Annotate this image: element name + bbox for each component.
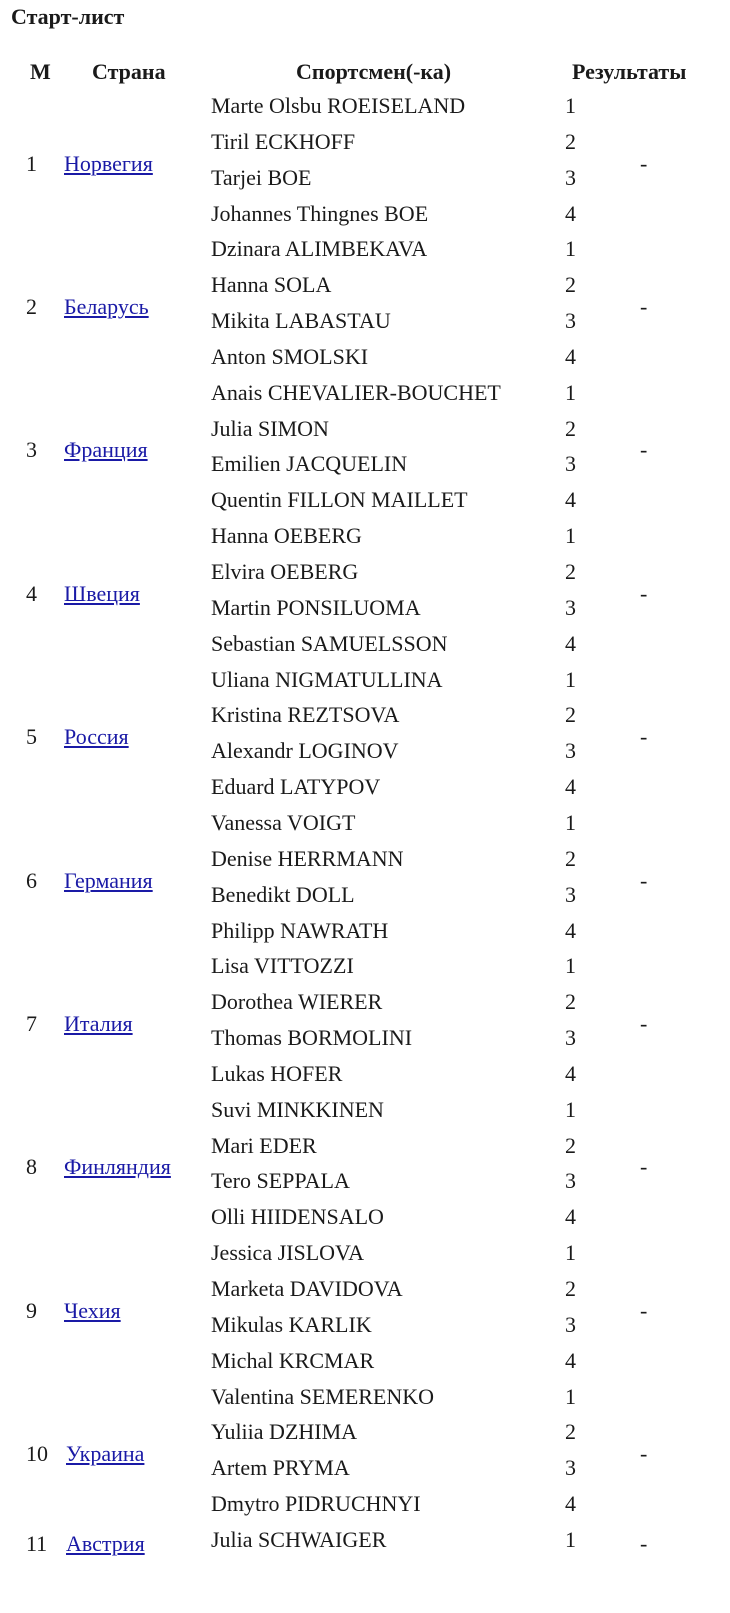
athlete-leg: 3: [565, 1168, 576, 1194]
athlete-leg: 4: [565, 630, 576, 656]
team-result: -: [640, 150, 648, 176]
athlete-leg: 1: [565, 1527, 576, 1552]
country-link[interactable]: Россия: [64, 724, 129, 750]
athlete-leg: 2: [565, 415, 576, 441]
team-result: -: [640, 1154, 648, 1180]
team-group: [0, 1240, 730, 1383]
team-result: -: [640, 867, 648, 893]
header-athlete: Спортсмен(-ка): [296, 59, 452, 84]
athlete-name: Denise HERRMANN: [211, 845, 404, 871]
athlete-name: Hanna OEBERG: [211, 523, 362, 549]
team-result: -: [640, 1011, 648, 1037]
athlete-name: Emilien JACQUELIN: [211, 451, 408, 477]
country-link[interactable]: Чехия: [64, 1297, 121, 1323]
athlete-leg: 4: [565, 774, 576, 800]
athlete-name: Yuliia DZHIMA: [211, 1419, 358, 1445]
athlete-name: Kristina REZTSOVA: [211, 702, 400, 728]
athlete-name: Suvi MINKKINEN: [211, 1096, 384, 1122]
team-result: -: [640, 1297, 648, 1323]
athlete-leg: 2: [565, 1276, 576, 1302]
athlete-leg: 1: [565, 1240, 576, 1266]
athlete-name: Artem PRYMA: [211, 1455, 350, 1481]
athlete-leg: 4: [565, 917, 576, 943]
country-link[interactable]: Германия: [64, 867, 153, 893]
team-result: -: [640, 1530, 648, 1556]
athlete-leg: 1: [565, 666, 576, 692]
team-place: 4: [26, 580, 37, 606]
athlete-name: Michal KRCMAR: [211, 1347, 375, 1373]
athlete-leg: 4: [565, 1491, 576, 1517]
athlete-name: Anais CHEVALIER-BOUCHET: [211, 379, 501, 405]
team-place: 5: [26, 724, 37, 750]
team-group: [0, 667, 730, 810]
team-result: -: [640, 580, 648, 606]
athlete-name: Lukas HOFER: [211, 1060, 343, 1086]
team-group: [0, 93, 730, 236]
team-group: [0, 810, 730, 953]
team-place: 10: [26, 1441, 48, 1467]
athlete-leg: 4: [565, 1347, 576, 1373]
athlete-leg: 1: [565, 523, 576, 549]
athlete-name: Dzinara ALIMBEKAVA: [211, 236, 428, 262]
team-group: [0, 380, 730, 523]
athlete-name: Mari EDER: [211, 1132, 317, 1158]
athlete-leg: 1: [565, 1383, 576, 1409]
athlete-name: Julia SIMON: [211, 415, 329, 441]
athlete-leg: 3: [565, 451, 576, 477]
athlete-leg: 2: [565, 845, 576, 871]
athlete-name: Hanna SOLA: [211, 272, 332, 298]
athlete-name: Uliana NIGMATULLINA: [211, 666, 443, 692]
country-link[interactable]: Беларусь: [64, 294, 149, 320]
athlete-leg: 3: [565, 738, 576, 764]
athlete-name: Alexandr LOGINOV: [211, 738, 399, 764]
team-place: 1: [26, 150, 37, 176]
athlete-leg: 3: [565, 164, 576, 190]
team-result: -: [640, 724, 648, 750]
athlete-leg: 4: [565, 1204, 576, 1230]
header-country: Страна: [92, 59, 166, 84]
athlete-leg: 1: [565, 953, 576, 979]
athlete-name: Quentin FILLON MAILLET: [211, 487, 468, 513]
team-group: [0, 1384, 730, 1527]
athlete-leg: 3: [565, 594, 576, 620]
country-link[interactable]: Франция: [64, 437, 148, 463]
header-results: Результаты: [572, 59, 687, 84]
team-place: 2: [26, 294, 37, 320]
athlete-name: Eduard LATYPOV: [211, 774, 381, 800]
athlete-name: Mikita LABASTAU: [211, 308, 391, 334]
athlete-leg: 3: [565, 1455, 576, 1481]
team-group: [0, 236, 730, 379]
team-result: -: [640, 1441, 648, 1467]
athlete-leg: 1: [565, 93, 576, 118]
team-group: [0, 523, 730, 666]
athlete-leg: 3: [565, 1025, 576, 1051]
athlete-name: Mikulas KARLIK: [211, 1311, 372, 1337]
athlete-name: Tiril ECKHOFF: [211, 128, 356, 154]
athlete-name: Anton SMOLSKI: [211, 343, 369, 369]
team-place: 3: [26, 437, 37, 463]
athlete-name: Dorothea WIERER: [211, 989, 383, 1015]
country-link[interactable]: Норвегия: [64, 150, 153, 176]
athlete-leg: 1: [565, 236, 576, 262]
page-title: Старт-лист: [11, 4, 125, 29]
country-link[interactable]: Австрия: [66, 1530, 145, 1556]
athlete-leg: 4: [565, 487, 576, 513]
team-place: 9: [26, 1297, 37, 1323]
team-group: [0, 1527, 730, 1563]
athlete-leg: 1: [565, 1096, 576, 1122]
athlete-name: Marte Olsbu ROEISELAND: [211, 93, 466, 118]
team-group: [0, 953, 730, 1096]
athlete-leg: 3: [565, 881, 576, 907]
athlete-name: Dmytro PIDRUCHNYI: [211, 1491, 421, 1517]
athlete-name: Johannes Thingnes BOE: [211, 200, 429, 226]
athlete-name: Olli HIIDENSALO: [211, 1204, 384, 1230]
athlete-leg: 3: [565, 1311, 576, 1337]
athlete-name: Lisa VITTOZZI: [211, 953, 354, 979]
athlete-name: Sebastian SAMUELSSON: [211, 630, 448, 656]
country-link[interactable]: Швеция: [64, 580, 140, 606]
athlete-name: Tero SEPPALA: [211, 1168, 350, 1194]
team-result: -: [640, 294, 648, 320]
athlete-leg: 3: [565, 308, 576, 334]
athlete-name: Thomas BORMOLINI: [211, 1025, 413, 1051]
athlete-leg: 1: [565, 810, 576, 835]
team-result: -: [640, 437, 648, 463]
athlete-name: Jessica JISLOVA: [211, 1240, 364, 1266]
team-place: 6: [26, 867, 37, 893]
team-place: 8: [26, 1154, 37, 1180]
athlete-name: Benedikt DOLL: [211, 881, 355, 907]
athlete-leg: 2: [565, 989, 576, 1015]
athlete-name: Martin PONSILUOMA: [211, 594, 421, 620]
athlete-leg: 4: [565, 343, 576, 369]
team-place: 7: [26, 1011, 37, 1037]
athlete-leg: 4: [565, 1060, 576, 1086]
athlete-leg: 2: [565, 128, 576, 154]
athlete-leg: 4: [565, 200, 576, 226]
athlete-name: Elvira OEBERG: [211, 559, 359, 585]
team-group: [0, 1097, 730, 1240]
country-link[interactable]: Финляндия: [64, 1154, 171, 1180]
country-link[interactable]: Италия: [64, 1011, 133, 1037]
athlete-leg: 2: [565, 559, 576, 585]
athlete-leg: 1: [565, 379, 576, 405]
athlete-leg: 2: [565, 702, 576, 728]
athlete-name: Tarjei BOE: [211, 164, 312, 190]
team-place: 11: [26, 1530, 48, 1556]
athlete-name: Julia SCHWAIGER: [211, 1527, 387, 1552]
athlete-leg: 2: [565, 272, 576, 298]
athlete-name: Valentina SEMERENKO: [211, 1383, 435, 1409]
athlete-leg: 2: [565, 1132, 576, 1158]
athlete-name: Marketa DAVIDOVA: [211, 1276, 403, 1302]
athlete-name: Vanessa VOIGT: [211, 810, 356, 835]
header-place: М: [30, 59, 51, 84]
athlete-leg: 2: [565, 1419, 576, 1445]
country-link[interactable]: Украина: [66, 1441, 145, 1467]
athlete-name: Philipp NAWRATH: [211, 917, 389, 943]
